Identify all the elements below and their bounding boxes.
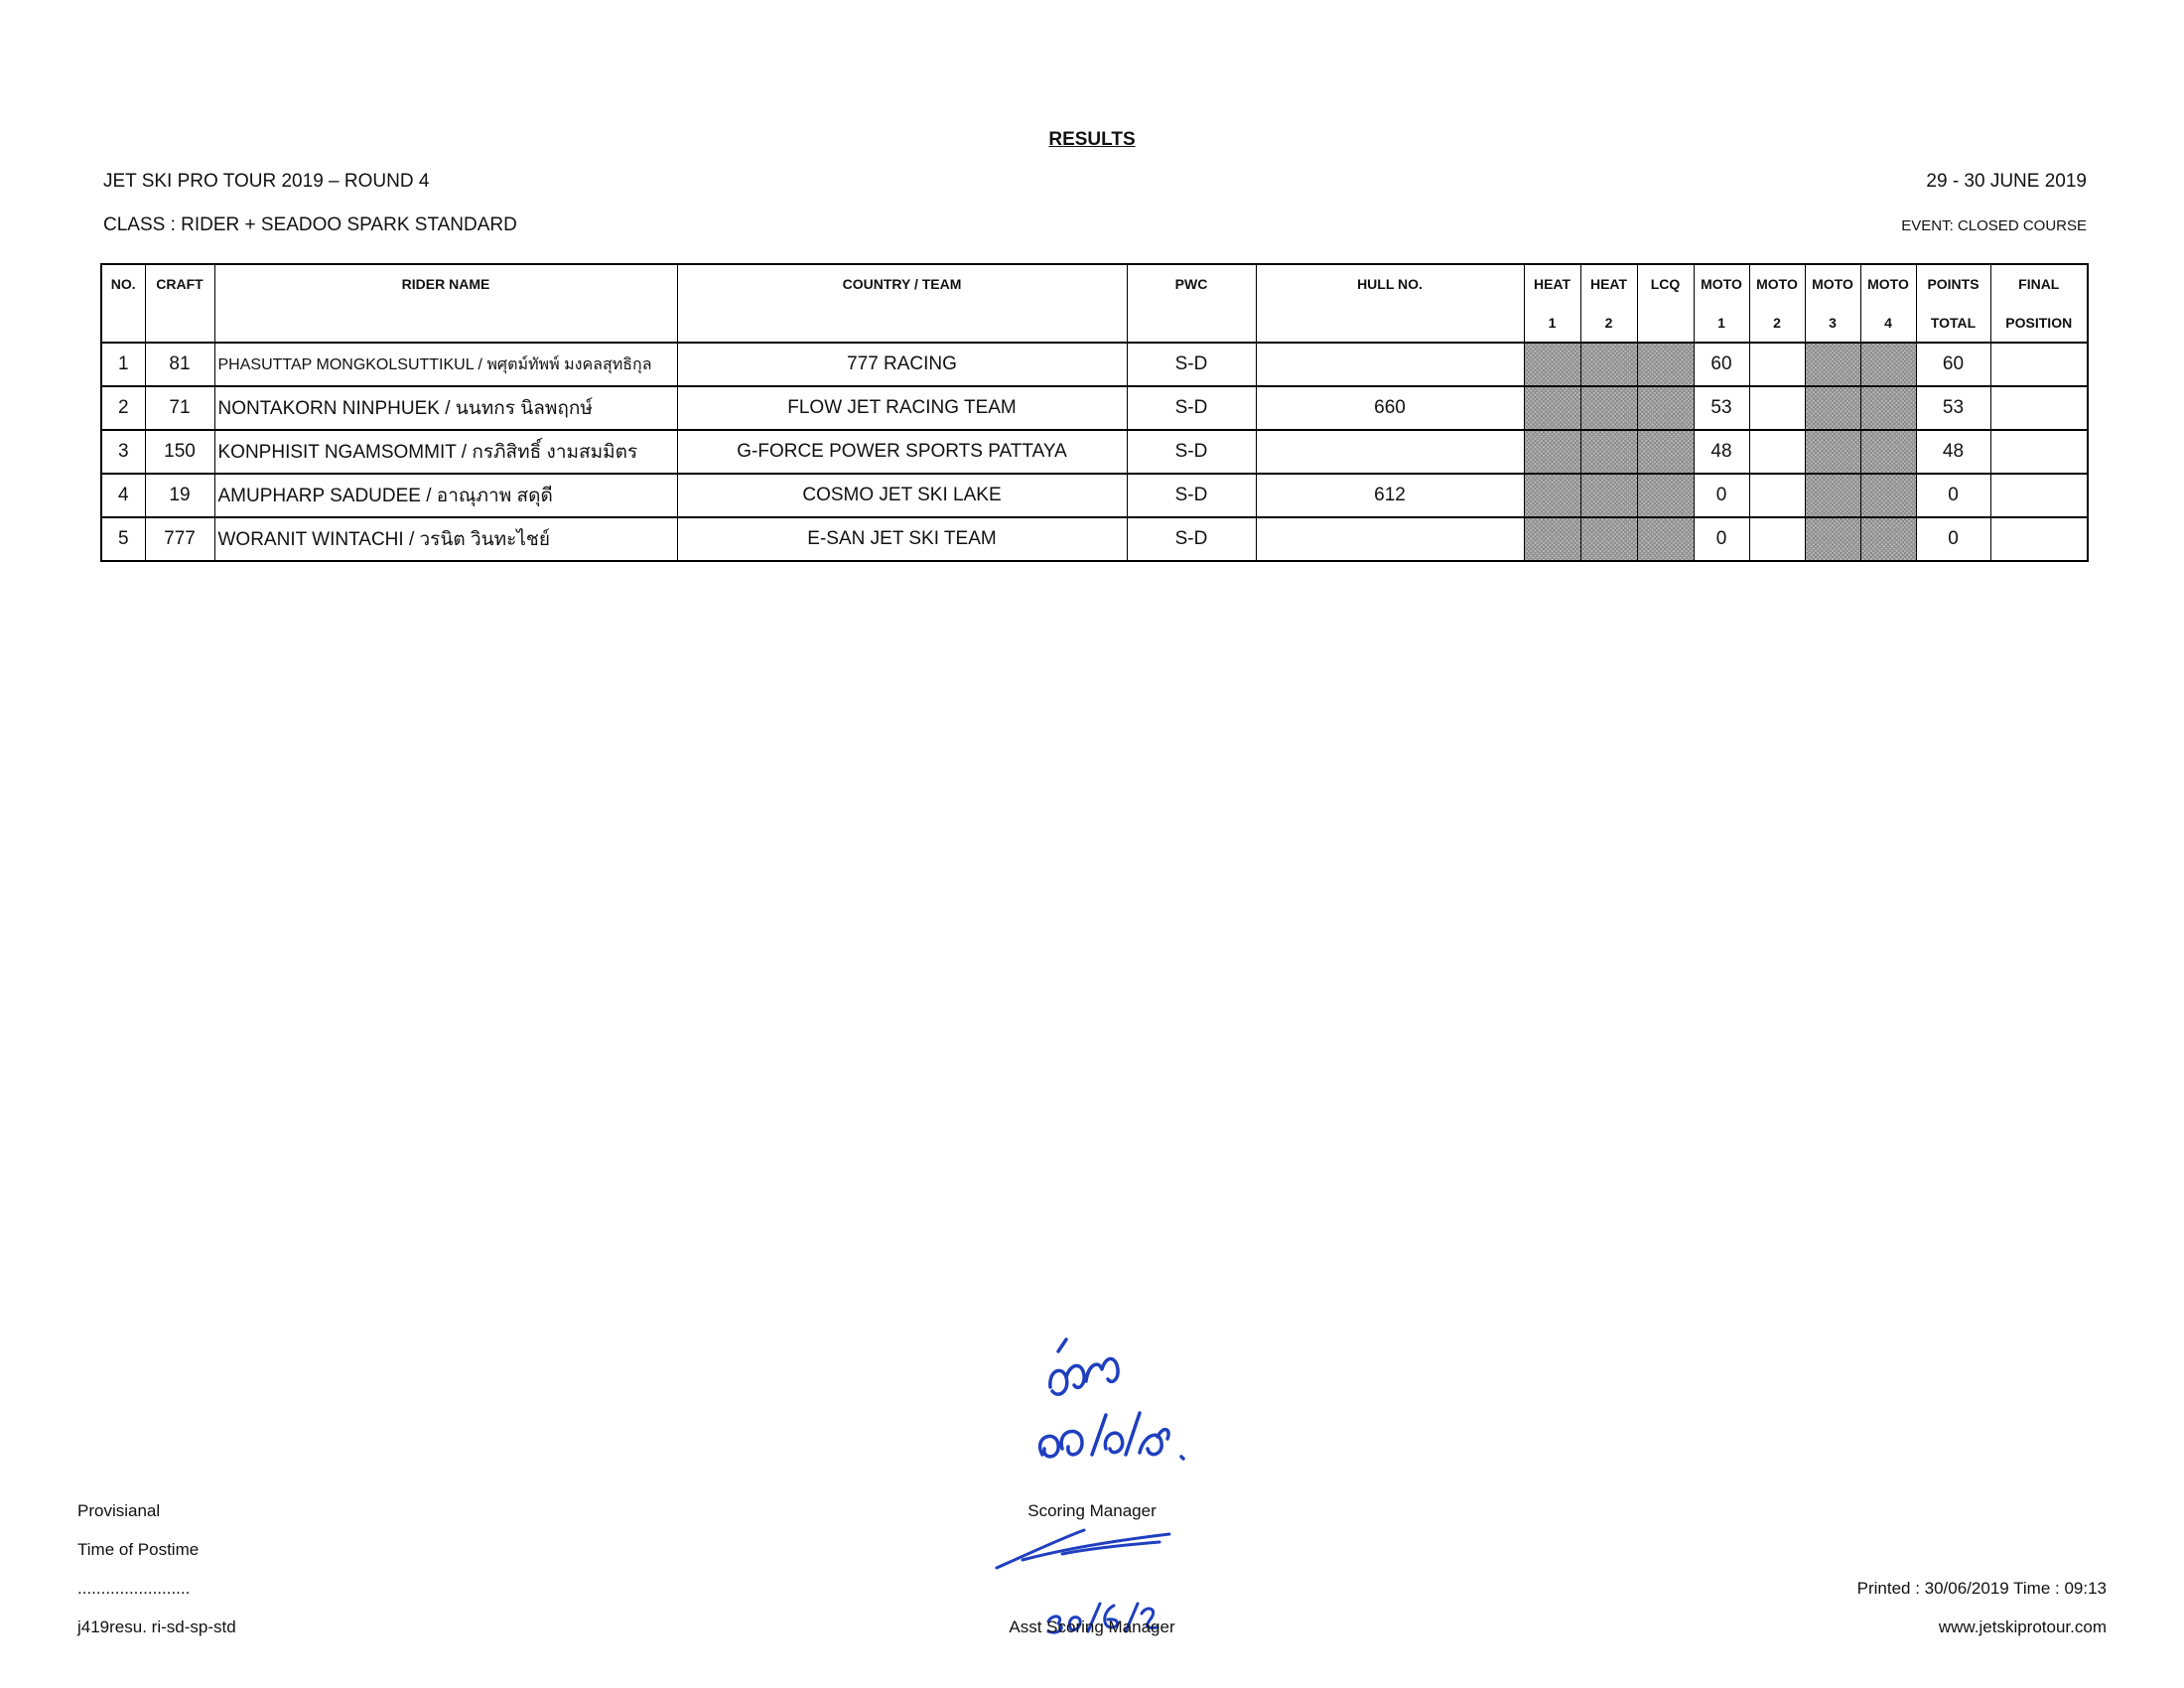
cell-points: 48 — [1916, 430, 1990, 474]
col-final-subheader: POSITION — [1990, 303, 2088, 343]
cell-heat2 — [1580, 474, 1637, 517]
cell-lcq — [1637, 430, 1694, 474]
cell-pwc: S-D — [1127, 517, 1256, 561]
col-moto2-subheader: 2 — [1749, 303, 1805, 343]
asst-scoring-manager-label: Asst Scoring Manager — [1009, 1618, 1175, 1636]
scoring-manager-label: Scoring Manager — [1027, 1501, 1157, 1520]
cell-moto4 — [1860, 343, 1916, 386]
cell-no: 3 — [101, 430, 145, 474]
cell-hull — [1256, 343, 1524, 386]
class-name: CLASS : RIDER + SEADOO SPARK STANDARD — [103, 214, 517, 235]
col-pwc-header: PWC — [1127, 264, 1256, 303]
event-name: JET SKI PRO TOUR 2019 – ROUND 4 — [103, 171, 430, 192]
cell-moto2 — [1749, 474, 1805, 517]
cell-moto3 — [1805, 430, 1860, 474]
cell-heat2 — [1580, 386, 1637, 430]
cell-no: 4 — [101, 474, 145, 517]
cell-moto1: 0 — [1694, 474, 1749, 517]
cell-craft: 150 — [145, 430, 214, 474]
cell-craft: 71 — [145, 386, 214, 430]
col-hull-header: HULL NO. — [1256, 264, 1524, 303]
cell-moto1: 0 — [1694, 517, 1749, 561]
col-moto3-subheader: 3 — [1805, 303, 1860, 343]
cell-points: 53 — [1916, 386, 1990, 430]
cell-pwc: S-D — [1127, 430, 1256, 474]
col-moto1-subheader: 1 — [1694, 303, 1749, 343]
cell-moto1: 48 — [1694, 430, 1749, 474]
col-heat2-header: HEAT — [1580, 264, 1637, 303]
cell-points: 60 — [1916, 343, 1990, 386]
cell-final — [1990, 386, 2088, 430]
cell-moto1: 60 — [1694, 343, 1749, 386]
cell-final — [1990, 430, 2088, 474]
col-rider-subheader — [214, 303, 677, 343]
cell-hull — [1256, 430, 1524, 474]
cell-craft: 777 — [145, 517, 214, 561]
col-points-subheader: TOTAL — [1916, 303, 1990, 343]
table-row — [101, 474, 2088, 517]
cell-heat2 — [1580, 343, 1637, 386]
col-craft-subheader — [145, 303, 214, 343]
cell-final — [1990, 517, 2088, 561]
cell-lcq — [1637, 474, 1694, 517]
cell-lcq — [1637, 343, 1694, 386]
printed-timestamp: Printed : 30/06/2019 Time : 09:13 — [1856, 1579, 2107, 1598]
cell-team: E-SAN JET SKI TEAM — [677, 517, 1127, 561]
page-title: RESULTS — [1048, 129, 1136, 150]
col-heat1-subheader: 1 — [1524, 303, 1580, 343]
cell-rider: PHASUTTAP MONGKOLSUTTIKUL / พศุตม์ทัพพ์ มงคลสุทธิกุล — [214, 343, 677, 386]
cell-points: 0 — [1916, 474, 1990, 517]
cell-moto3 — [1805, 474, 1860, 517]
col-moto3-header: MOTO — [1805, 264, 1860, 303]
cell-final — [1990, 474, 2088, 517]
cell-moto3 — [1805, 517, 1860, 561]
cell-team: FLOW JET RACING TEAM — [677, 386, 1127, 430]
cell-craft: 19 — [145, 474, 214, 517]
col-no-header: NO. — [101, 264, 145, 303]
cell-moto2 — [1749, 430, 1805, 474]
col-team-header: COUNTRY / TEAM — [677, 264, 1127, 303]
results-table — [100, 263, 2089, 562]
cell-rider: KONPHISIT NGAMSOMMIT / กรภิสิทธิ์ งามสมมิตร — [214, 430, 677, 474]
table-row — [101, 343, 2088, 386]
col-hull-subheader — [1256, 303, 1524, 343]
cell-team: G-FORCE POWER SPORTS PATTAYA — [677, 430, 1127, 474]
cell-moto2 — [1749, 517, 1805, 561]
cell-hull: 660 — [1256, 386, 1524, 430]
table-row — [101, 386, 2088, 430]
cell-moto4 — [1860, 474, 1916, 517]
col-lcq-header: LCQ — [1637, 264, 1694, 303]
cell-moto4 — [1860, 430, 1916, 474]
provisional-label: Provisianal — [77, 1501, 161, 1520]
cell-moto3 — [1805, 386, 1860, 430]
cell-moto4 — [1860, 517, 1916, 561]
col-points-header: POINTS — [1916, 264, 1990, 303]
col-lcq-subheader — [1637, 303, 1694, 343]
col-craft-header: CRAFT — [145, 264, 214, 303]
cell-heat1 — [1524, 343, 1580, 386]
col-heat1-header: HEAT — [1524, 264, 1580, 303]
cell-pwc: S-D — [1127, 386, 1256, 430]
cell-no: 1 — [101, 343, 145, 386]
cell-final — [1990, 343, 2088, 386]
col-pwc-subheader — [1127, 303, 1256, 343]
cell-no: 2 — [101, 386, 145, 430]
cell-lcq — [1637, 517, 1694, 561]
time-of-postime-label: Time of Postime — [77, 1540, 200, 1559]
col-team-subheader — [677, 303, 1127, 343]
file-code: j419resu. ri-sd-sp-std — [77, 1618, 236, 1636]
col-moto4-header: MOTO — [1860, 264, 1916, 303]
cell-no: 5 — [101, 517, 145, 561]
cell-heat1 — [1524, 474, 1580, 517]
table-row — [101, 430, 2088, 474]
cell-team: COSMO JET SKI LAKE — [677, 474, 1127, 517]
col-heat2-subheader: 2 — [1580, 303, 1637, 343]
cell-heat1 — [1524, 430, 1580, 474]
col-moto2-header: MOTO — [1749, 264, 1805, 303]
cell-hull — [1256, 517, 1524, 561]
cell-pwc: S-D — [1127, 343, 1256, 386]
cell-heat1 — [1524, 386, 1580, 430]
cell-hull: 612 — [1256, 474, 1524, 517]
scoring-manager-signature — [1023, 1326, 1201, 1475]
cell-rider: AMUPHARP SADUDEE / อาณุภาพ สดุดี — [214, 474, 677, 517]
cell-points: 0 — [1916, 517, 1990, 561]
table-row — [101, 517, 2088, 561]
cell-lcq — [1637, 386, 1694, 430]
cell-craft: 81 — [145, 343, 214, 386]
website-link[interactable]: www.jetskiprotour.com — [1938, 1618, 2107, 1636]
cell-heat2 — [1580, 430, 1637, 474]
cell-moto2 — [1749, 343, 1805, 386]
postime-dots: ........................ — [77, 1579, 191, 1598]
col-no-subheader — [101, 303, 145, 343]
event-type: EVENT: CLOSED COURSE — [1901, 217, 2087, 234]
cell-heat1 — [1524, 517, 1580, 561]
cell-rider: NONTAKORN NINPHUEK / นนทกร นิลพฤกษ์ — [214, 386, 677, 430]
event-date: 29 - 30 JUNE 2019 — [1926, 171, 2087, 192]
cell-team: 777 RACING — [677, 343, 1127, 386]
cell-rider: WORANIT WINTACHI / วรนิต วินทะไชย์ — [214, 517, 677, 561]
cell-moto2 — [1749, 386, 1805, 430]
cell-moto1: 53 — [1694, 386, 1749, 430]
col-final-header: FINAL — [1990, 264, 2088, 303]
cell-moto3 — [1805, 343, 1860, 386]
col-moto1-header: MOTO — [1694, 264, 1749, 303]
col-moto4-subheader: 4 — [1860, 303, 1916, 343]
cell-pwc: S-D — [1127, 474, 1256, 517]
cell-heat2 — [1580, 517, 1637, 561]
col-rider-header: RIDER NAME — [214, 264, 677, 303]
cell-moto4 — [1860, 386, 1916, 430]
